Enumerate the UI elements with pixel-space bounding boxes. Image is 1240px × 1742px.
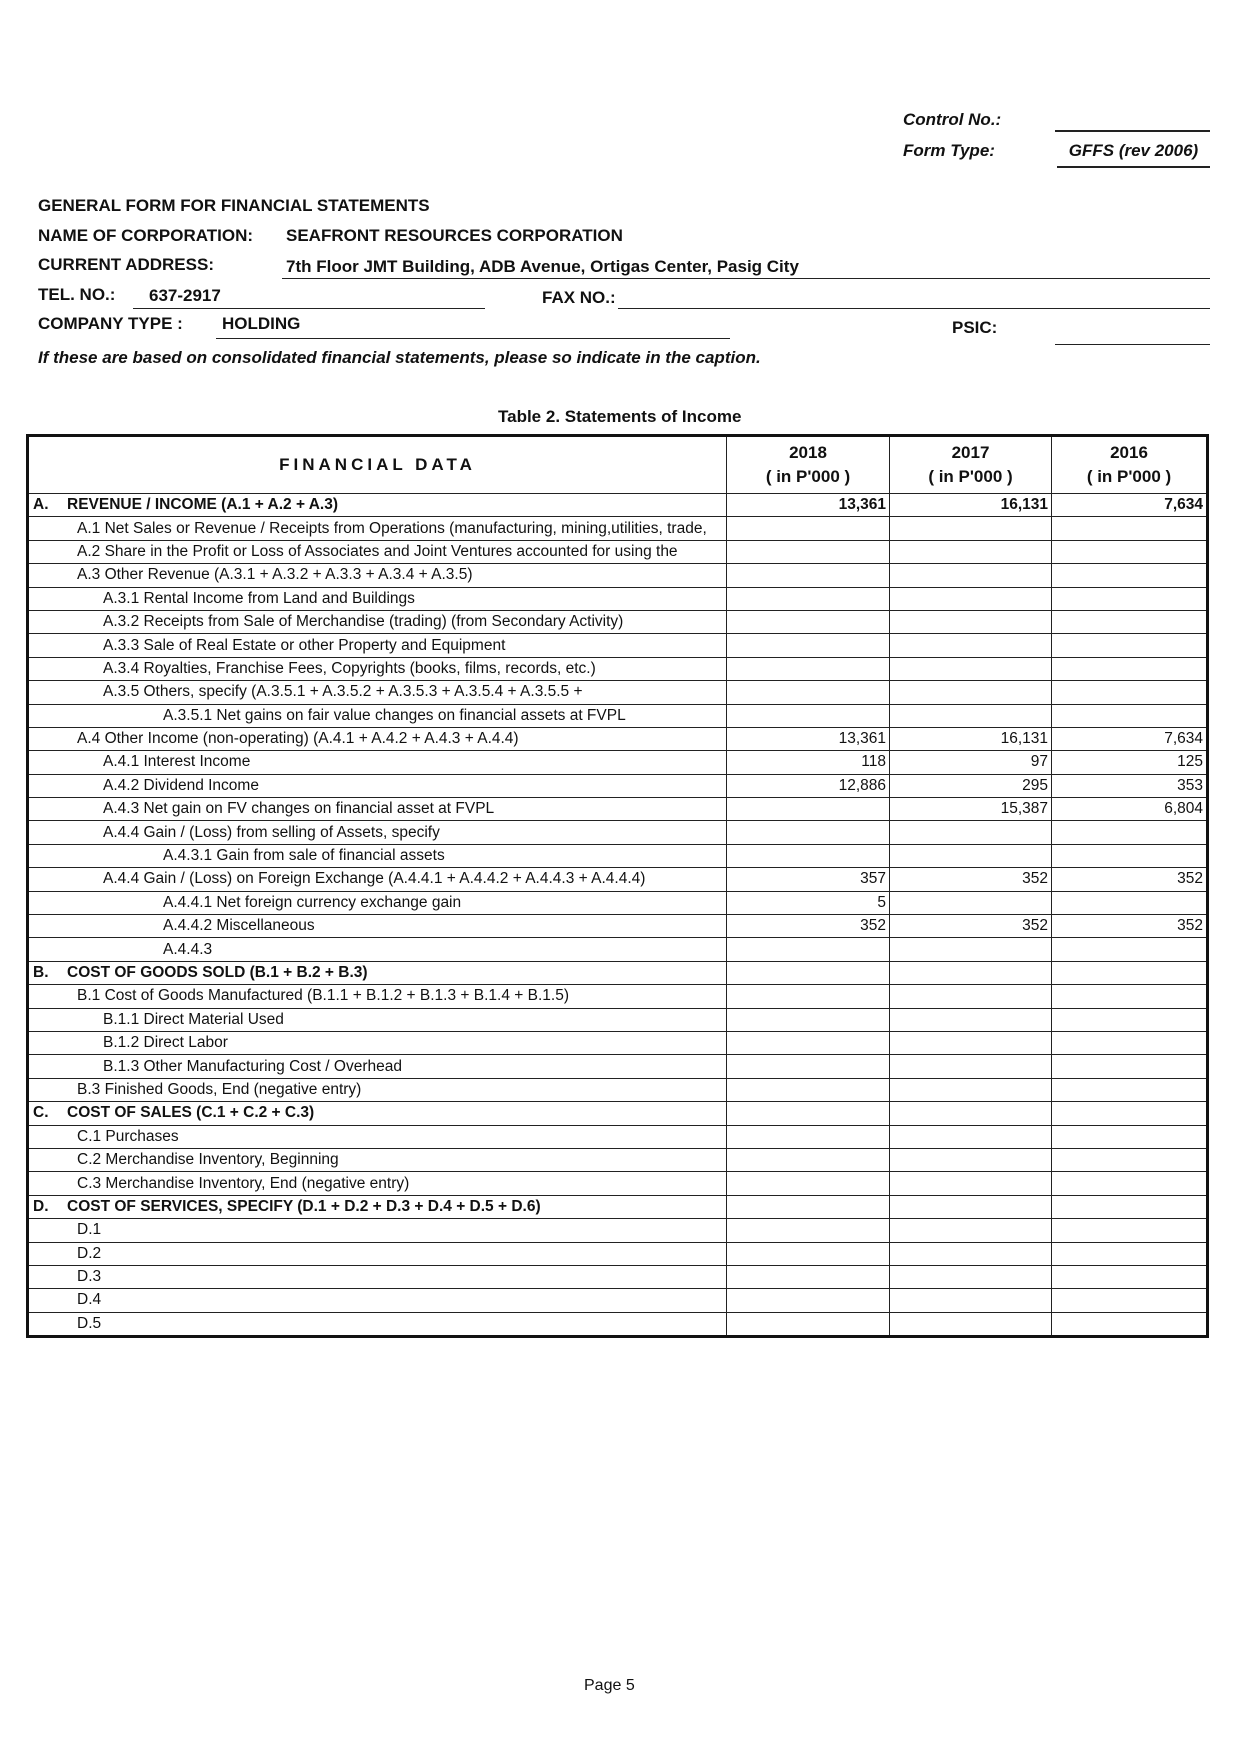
row-label: A.4.4.1 Net foreign currency exchange gain [163,893,462,911]
value-cell-2016 [1052,564,1208,587]
row-label-cell [28,1265,727,1288]
row-label-cell [28,494,727,517]
table-row [28,540,1208,563]
value-cell-2017 [890,564,1052,587]
table-row [28,727,1208,750]
value-cell-2018 [727,1219,890,1242]
value-cell-2016 [1052,681,1208,704]
value-cell-2016 [1052,1102,1208,1125]
value-cell-2018 [727,564,890,587]
row-label-cell [28,1148,727,1171]
fax-field[interactable] [618,282,1210,309]
row-label-cell [28,681,727,704]
company-type-value: HOLDING [222,314,301,333]
value-cell-2017 [890,985,1052,1008]
row-label: A.3 Other Revenue (A.3.1 + A.3.2 + A.3.3 + A.3.4 + A.3.5) [77,566,473,584]
row-label: A.3.1 Rental Income from Land and Buildings [103,589,415,607]
value-cell-2018 [727,1242,890,1265]
value-cell-2017 [890,1265,1052,1288]
value-cell-2017 [890,587,1052,610]
unit-label: ( in P'000 ) [765,467,851,486]
value-cell-2017 [890,891,1052,914]
value-cell-2016 [1052,1125,1208,1148]
table-row [28,1289,1208,1312]
row-label-cell [28,868,727,891]
value-cell-2016: 352 [1052,915,1208,938]
table-row [28,1055,1208,1078]
table-row [28,891,1208,914]
value-cell-2017 [890,681,1052,704]
section-letter: D. [33,1197,49,1215]
value-cell-2017 [890,938,1052,961]
value-cell-2018 [727,1172,890,1195]
value-cell-2018 [727,681,890,704]
row-label-cell [28,610,727,633]
table-row [28,798,1208,821]
section-row [28,961,1208,984]
value-cell-2018 [727,798,890,821]
row-label-cell [28,1219,727,1242]
table-row [28,587,1208,610]
value-cell-2017 [890,1031,1052,1054]
address-field[interactable] [282,253,1210,279]
value-cell-2018: 118 [727,751,890,774]
value-cell-2018 [727,540,890,563]
value-cell-2016: 125 [1052,751,1208,774]
table-row [28,774,1208,797]
value-cell-2018 [727,610,890,633]
form-type-label: Form Type: [903,141,995,160]
row-label: A.4.4 Gain / (Loss) from selling of Assets, specify [103,823,440,841]
value-cell-2016 [1052,657,1208,680]
row-label: A.3.2 Receipts from Sale of Merchandise (trading) (from Secondary Activity) [103,613,624,631]
value-cell-2017 [890,1172,1052,1195]
value-cell-2017 [890,610,1052,633]
value-cell-2018: 5 [727,891,890,914]
row-label-cell [28,587,727,610]
table-row [28,1008,1208,1031]
psic-field[interactable] [1055,318,1210,345]
value-cell-2017 [890,1148,1052,1171]
table-row [28,1148,1208,1171]
row-label: A.4.3.1 Gain from sale of financial assets [163,847,445,865]
row-label-cell [28,657,727,680]
row-label-cell [28,634,727,657]
table-row [28,634,1208,657]
row-label-cell [28,517,727,540]
value-cell-2018 [727,1031,890,1054]
row-label: A.4 Other Income (non-operating) (A.4.1 + A.4.2 + A.4.3 + A.4.4) [77,730,519,748]
form-type-value: GFFS (rev 2006) [1068,141,1199,160]
value-cell-2018 [727,587,890,610]
row-label: A.4.4 Gain / (Loss) on Foreign Exchange (A.4.4.1 + A.4.4.2 + A.4.4.3 + A.4.4.4) [103,870,646,888]
row-label: A.1 Net Sales or Revenue / Receipts from Operations (manufacturing, mining,utilities, trade, [77,519,707,537]
company-type-field[interactable] [216,312,730,339]
value-cell-2016: 6,804 [1052,798,1208,821]
table-row [28,868,1208,891]
value-cell-2016 [1052,961,1208,984]
value-cell-2016 [1052,610,1208,633]
row-label-cell [28,1055,727,1078]
value-cell-2016 [1052,1172,1208,1195]
row-label-cell [28,751,727,774]
row-label-cell [28,1172,727,1195]
value-cell-2018 [727,1078,890,1101]
value-cell-2017 [890,1289,1052,1312]
table-row [28,517,1208,540]
value-cell-2018: 352 [727,915,890,938]
row-label: C.3 Merchandise Inventory, End (negative entry) [77,1174,410,1192]
row-label: A.3.4 Royalties, Franchise Fees, Copyrights (books, films, records, etc.) [103,659,596,677]
section-letter: B. [33,964,49,981]
value-cell-2016 [1052,540,1208,563]
value-cell-2016: 352 [1052,868,1208,891]
year-header-2018 [727,436,890,494]
row-label-cell [28,1008,727,1031]
value-cell-2018 [727,657,890,680]
value-cell-2017 [890,634,1052,657]
value-cell-2016 [1052,985,1208,1008]
control-no-label: Control No.: [903,110,1002,129]
row-label: D.3 [77,1268,102,1286]
value-cell-2016: 7,634 [1052,727,1208,750]
table-row [28,610,1208,633]
value-cell-2016 [1052,1195,1208,1218]
value-cell-2016: 7,634 [1052,494,1208,517]
value-cell-2017: 352 [890,915,1052,938]
value-cell-2016 [1052,1031,1208,1054]
address-label: CURRENT ADDRESS: [38,255,214,274]
year-label: 2017 [951,443,990,462]
value-cell-2016 [1052,1265,1208,1288]
value-cell-2018 [727,938,890,961]
value-cell-2016: 353 [1052,774,1208,797]
table-row [28,938,1208,961]
table-row [28,844,1208,867]
section-row [28,1102,1208,1125]
address-value: 7th Floor JMT Building, ADB Avenue, Ortigas Center, Pasig City [286,257,799,276]
table-row [28,985,1208,1008]
value-cell-2018 [727,1102,890,1125]
value-cell-2018 [727,1312,890,1336]
value-cell-2017: 15,387 [890,798,1052,821]
tel-field[interactable] [133,282,485,309]
value-cell-2016 [1052,891,1208,914]
value-cell-2017 [890,821,1052,844]
row-label: A.2 Share in the Profit or Loss of Associates and Joint Ventures accounted for using the [77,542,678,560]
value-cell-2018 [727,1289,890,1312]
value-cell-2018 [727,844,890,867]
table-row [28,681,1208,704]
value-cell-2017 [890,1125,1052,1148]
form-type-field [1057,136,1210,168]
value-cell-2018 [727,634,890,657]
value-cell-2016 [1052,1148,1208,1171]
value-cell-2017 [890,1219,1052,1242]
value-cell-2018 [727,704,890,727]
value-cell-2017: 16,131 [890,494,1052,517]
control-no-field[interactable] [1055,106,1210,132]
row-label: A.4.2 Dividend Income [103,776,259,794]
value-cell-2017 [890,1055,1052,1078]
value-cell-2016 [1052,1008,1208,1031]
value-cell-2017 [890,1102,1052,1125]
value-cell-2017 [890,517,1052,540]
table-row [28,915,1208,938]
value-cell-2017 [890,1195,1052,1218]
value-cell-2016 [1052,821,1208,844]
row-label-cell [28,564,727,587]
value-cell-2018: 13,361 [727,727,890,750]
row-label-cell [28,1078,727,1101]
section-row [28,1195,1208,1218]
value-cell-2017 [890,540,1052,563]
psic-label: PSIC: [952,318,998,337]
value-cell-2018 [727,1125,890,1148]
row-label: A.3.5 Others, specify (A.3.5.1 + A.3.5.2 + A.3.5.3 + A.3.5.4 + A.3.5.5 + [103,683,583,701]
row-label-cell [28,1195,727,1218]
value-cell-2018 [727,1265,890,1288]
row-label-cell [28,1289,727,1312]
corp-label: NAME OF CORPORATION: [38,226,254,245]
page-number: Page 5 [584,1677,635,1694]
section-letter: C. [33,1104,49,1122]
value-cell-2017: 295 [890,774,1052,797]
table-row [28,1312,1208,1336]
row-label: D.2 [77,1244,102,1262]
table-row [28,564,1208,587]
row-label: A.4.1 Interest Income [103,753,251,771]
table-row [28,1125,1208,1148]
value-cell-2016 [1052,517,1208,540]
value-cell-2017: 352 [890,868,1052,891]
value-cell-2018 [727,1055,890,1078]
company-type-label: COMPANY TYPE : [38,314,183,333]
year-header-2017 [890,436,1052,494]
consolidated-note: If these are based on consolidated financial statements, please so indicate in the caption. [38,348,761,367]
row-label-cell [28,961,727,984]
value-cell-2018 [727,517,890,540]
row-label: A.4.4.3 [163,940,213,958]
value-cell-2018: 13,361 [727,494,890,517]
table-row [28,657,1208,680]
value-cell-2018 [727,985,890,1008]
table-row [28,821,1208,844]
row-label: C.1 Purchases [77,1127,179,1145]
row-label-cell [28,821,727,844]
row-label-cell [28,844,727,867]
value-cell-2016 [1052,587,1208,610]
row-label: REVENUE / INCOME (A.1 + A.2 + A.3) [67,496,339,514]
table-header-row [28,436,1208,494]
row-label-cell [28,798,727,821]
row-label: B.1.3 Other Manufacturing Cost / Overhead [103,1057,402,1075]
row-label-cell [28,1312,727,1336]
row-label: COST OF SALES (C.1 + C.2 + C.3) [67,1104,315,1122]
value-cell-2017 [890,657,1052,680]
value-cell-2017 [890,1312,1052,1336]
value-cell-2017 [890,961,1052,984]
value-cell-2016 [1052,704,1208,727]
year-label: 2016 [1110,443,1148,462]
value-cell-2018 [727,821,890,844]
value-cell-2017 [890,1242,1052,1265]
row-label-cell [28,1102,727,1125]
row-label: D.5 [77,1314,102,1332]
value-cell-2016 [1052,1078,1208,1101]
financial-data-header: FINANCIAL DATA [28,436,727,494]
row-label: A.4.3 Net gain on FV changes on financial asset at FVPL [103,800,495,818]
row-label: COST OF SERVICES, SPECIFY (D.1 + D.2 + D.3 + D.4 + D.5 + D.6) [67,1197,541,1215]
section-letter: A. [33,496,49,514]
value-cell-2017 [890,1078,1052,1101]
year-header-2016 [1052,436,1208,494]
value-cell-2018 [727,1008,890,1031]
value-cell-2016 [1052,1055,1208,1078]
row-label: A.3.3 Sale of Real Estate or other Property and Equipment [103,636,506,654]
table-row [28,704,1208,727]
value-cell-2016 [1052,938,1208,961]
value-cell-2016 [1052,1312,1208,1336]
table-row [28,1172,1208,1195]
row-label: A.4.4.2 Miscellaneous [163,917,315,935]
table-row [28,1219,1208,1242]
table-row [28,1265,1208,1288]
row-label-cell [28,938,727,961]
value-cell-2017 [890,1008,1052,1031]
row-label-cell [28,1242,727,1265]
row-label: B.3 Finished Goods, End (negative entry) [77,1080,362,1098]
row-label: D.4 [77,1291,102,1309]
year-label: 2018 [789,443,827,462]
row-label-cell [28,540,727,563]
value-cell-2018 [727,1195,890,1218]
row-label-cell [28,774,727,797]
table-row [28,1078,1208,1101]
value-cell-2018 [727,1148,890,1171]
row-label: B.1.2 Direct Labor [103,1034,228,1052]
row-label-cell [28,985,727,1008]
value-cell-2016 [1052,1289,1208,1312]
value-cell-2018 [727,961,890,984]
fax-label: FAX NO.: [542,288,616,307]
row-label: D.1 [77,1221,102,1239]
row-label-cell [28,1031,727,1054]
row-label: B.1 Cost of Goods Manufactured (B.1.1 + B.1.2 + B.1.3 + B.1.4 + B.1.5) [77,987,569,1005]
value-cell-2017: 16,131 [890,727,1052,750]
row-label: COST OF GOODS SOLD (B.1 + B.2 + B.3) [67,964,368,981]
row-label-cell [28,915,727,938]
value-cell-2018: 12,886 [727,774,890,797]
row-label-cell [28,891,727,914]
corp-value: SEAFRONT RESOURCES CORPORATION [286,226,623,245]
value-cell-2017: 97 [890,751,1052,774]
value-cell-2016 [1052,1219,1208,1242]
row-label-cell [28,727,727,750]
value-cell-2017 [890,704,1052,727]
income-statement-table [26,434,1209,1338]
row-label: A.3.5.1 Net gains on fair value changes on financial assets at FVPL [163,706,626,724]
row-label: B.1.1 Direct Material Used [103,1010,284,1028]
table-row [28,1242,1208,1265]
tel-label: TEL. NO.: [38,285,116,304]
value-cell-2017 [890,844,1052,867]
value-cell-2016 [1052,844,1208,867]
value-cell-2018: 357 [727,868,890,891]
row-label: C.2 Merchandise Inventory, Beginning [77,1151,339,1169]
row-label-cell [28,704,727,727]
section-row [28,494,1208,517]
unit-label: ( in P'000 ) [928,467,1013,486]
unit-label: ( in P'000 ) [1086,467,1172,486]
table-caption: Table 2. Statements of Income [498,407,742,426]
value-cell-2016 [1052,634,1208,657]
table-row [28,1031,1208,1054]
row-label-cell [28,1125,727,1148]
tel-value: 637-2917 [149,286,221,305]
form-title: GENERAL FORM FOR FINANCIAL STATEMENTS [38,196,430,215]
table-row [28,751,1208,774]
value-cell-2016 [1052,1242,1208,1265]
